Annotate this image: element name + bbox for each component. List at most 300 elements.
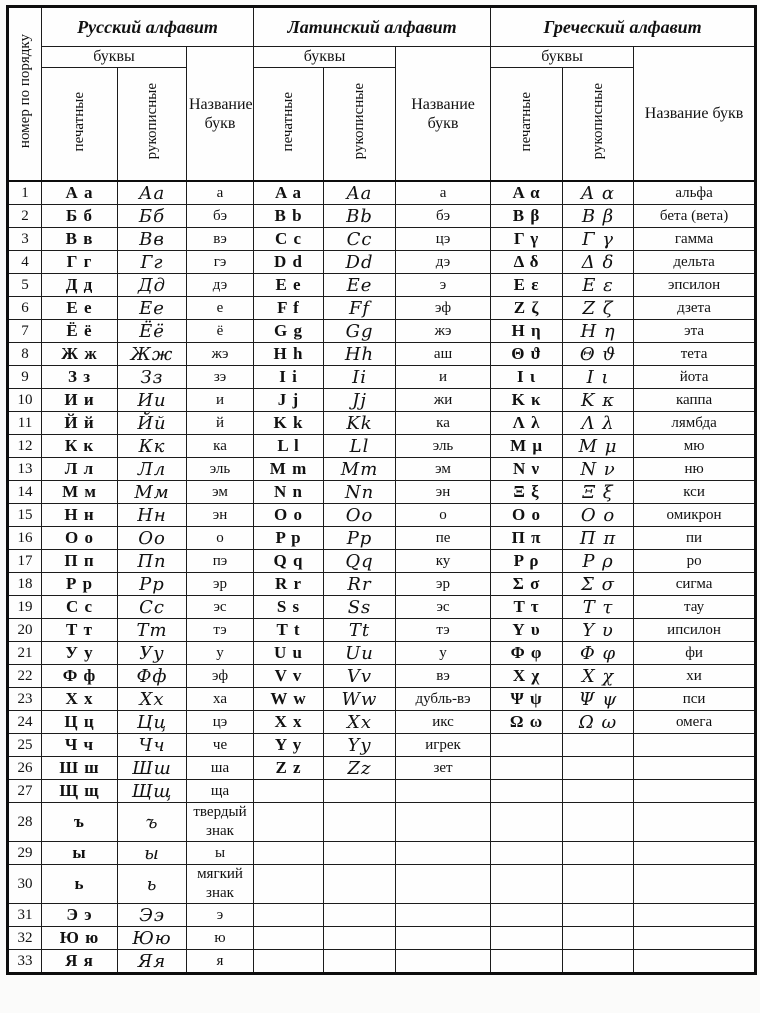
latin-letter-name-cell bbox=[396, 865, 491, 904]
russian-cursive-cell: Вв bbox=[118, 228, 187, 251]
alphabet-row bbox=[8, 803, 756, 842]
latin-printed-cell: A a bbox=[254, 181, 324, 205]
greek-printed-cell bbox=[491, 803, 563, 842]
greek-letter-name-cell bbox=[634, 865, 756, 904]
russian-printed-cell: Щ щ bbox=[42, 780, 118, 803]
greek-printed-cell: Ξ ξ bbox=[491, 481, 563, 504]
alphabet-row bbox=[8, 711, 756, 734]
greek-letter-name-cell bbox=[634, 842, 756, 865]
greek-letter-name-cell: пси bbox=[634, 688, 756, 711]
row-number-cell: 29 bbox=[8, 842, 42, 865]
greek-cursive-cell: Σ σ bbox=[563, 573, 634, 596]
latin-printed-cell: G g bbox=[254, 320, 324, 343]
alphabet-row bbox=[8, 904, 756, 927]
latin-printed-cell: X x bbox=[254, 711, 324, 734]
greek-printed-cell: Π π bbox=[491, 527, 563, 550]
greek-cursive-cell bbox=[563, 803, 634, 842]
russian-cursive-cell: Яя bbox=[118, 950, 187, 974]
greek-letter-name-cell: хи bbox=[634, 665, 756, 688]
russian-printed-header-label: печатные bbox=[71, 91, 87, 152]
russian-letter-name-cell: ю bbox=[187, 927, 254, 950]
row-number-cell: 5 bbox=[8, 274, 42, 297]
greek-letter-name-cell: мю bbox=[634, 435, 756, 458]
russian-cursive-cell: Ёё bbox=[118, 320, 187, 343]
russian-letter-name-cell: эс bbox=[187, 596, 254, 619]
latin-letter-name-cell: бэ bbox=[396, 205, 491, 228]
greek-printed-cell: Μ μ bbox=[491, 435, 563, 458]
russian-printed-cell: В в bbox=[42, 228, 118, 251]
russian-letter-name-cell: е bbox=[187, 297, 254, 320]
russian-printed-cell: Г г bbox=[42, 251, 118, 274]
latin-printed-header-label: печатные bbox=[280, 91, 297, 152]
russian-cursive-cell: Уу bbox=[118, 642, 187, 665]
latin-printed-cell: U u bbox=[254, 642, 324, 665]
latin-printed-cell: H h bbox=[254, 343, 324, 366]
alphabet-row bbox=[8, 927, 756, 950]
row-number-cell: 15 bbox=[8, 504, 42, 527]
row-number-cell: 4 bbox=[8, 251, 42, 274]
greek-cursive-cell bbox=[563, 734, 634, 757]
greek-cursive-cell: Τ τ bbox=[563, 596, 634, 619]
alphabet-row bbox=[8, 435, 756, 458]
russian-printed-cell: Н н bbox=[42, 504, 118, 527]
row-number-cell: 27 bbox=[8, 780, 42, 803]
latin-printed-cell: C c bbox=[254, 228, 324, 251]
latin-letter-name-cell: у bbox=[396, 642, 491, 665]
latin-printed-cell: D d bbox=[254, 251, 324, 274]
russian-printed-cell: Б б bbox=[42, 205, 118, 228]
alphabet-row bbox=[8, 297, 756, 320]
russian-cursive-header-label: рукописные bbox=[143, 83, 160, 160]
latin-letter-name-cell: дэ bbox=[396, 251, 491, 274]
russian-cursive-cell: Йй bbox=[118, 412, 187, 435]
russian-letter-name-cell: эль bbox=[187, 458, 254, 481]
latin-cursive-cell: Nn bbox=[324, 481, 396, 504]
alphabet-row bbox=[8, 366, 756, 389]
russian-printed-cell: Х х bbox=[42, 688, 118, 711]
greek-cursive-cell: Ω ω bbox=[563, 711, 634, 734]
russian-cursive-cell: Лл bbox=[118, 458, 187, 481]
latin-cursive-cell: Tt bbox=[324, 619, 396, 642]
alphabet-row bbox=[8, 642, 756, 665]
greek-printed-cell: Λ λ bbox=[491, 412, 563, 435]
alphabet-row bbox=[8, 950, 756, 974]
russian-letter-name-cell: о bbox=[187, 527, 254, 550]
greek-letter-name-cell bbox=[634, 927, 756, 950]
russian-cursive-cell: Аа bbox=[118, 181, 187, 205]
russian-printed-cell: А а bbox=[42, 181, 118, 205]
russian-printed-cell: Й й bbox=[42, 412, 118, 435]
greek-printed-cell: Υ υ bbox=[491, 619, 563, 642]
greek-letter-name-cell: эта bbox=[634, 320, 756, 343]
alphabet-row bbox=[8, 550, 756, 573]
russian-cursive-cell: Кк bbox=[118, 435, 187, 458]
russian-name-header: Название букв bbox=[187, 47, 254, 182]
alphabet-row bbox=[8, 596, 756, 619]
russian-cursive-cell: Щщ bbox=[118, 780, 187, 803]
alphabet-row bbox=[8, 734, 756, 757]
greek-cursive-cell: Λ λ bbox=[563, 412, 634, 435]
greek-alphabet-title: Греческий алфавит bbox=[491, 7, 756, 47]
row-number-cell: 21 bbox=[8, 642, 42, 665]
greek-cursive-cell: Θ ϑ bbox=[563, 343, 634, 366]
greek-letter-name-cell: ро bbox=[634, 550, 756, 573]
latin-letters-header: буквы bbox=[254, 47, 396, 68]
latin-printed-cell: E e bbox=[254, 274, 324, 297]
russian-cursive-cell: Чч bbox=[118, 734, 187, 757]
greek-cursive-cell: Α α bbox=[563, 181, 634, 205]
latin-cursive-cell: Ss bbox=[324, 596, 396, 619]
latin-letter-name-cell: эс bbox=[396, 596, 491, 619]
alphabet-row bbox=[8, 504, 756, 527]
alphabet-row bbox=[8, 688, 756, 711]
latin-printed-cell: I i bbox=[254, 366, 324, 389]
row-number-cell: 16 bbox=[8, 527, 42, 550]
russian-printed-cell: К к bbox=[42, 435, 118, 458]
alphabet-row bbox=[8, 842, 756, 865]
alphabet-row bbox=[8, 665, 756, 688]
latin-printed-cell bbox=[254, 803, 324, 842]
latin-cursive-cell: Vv bbox=[324, 665, 396, 688]
latin-cursive-cell: Hh bbox=[324, 343, 396, 366]
greek-letter-name-cell: эпсилон bbox=[634, 274, 756, 297]
latin-cursive-cell: Kk bbox=[324, 412, 396, 435]
latin-printed-cell: F f bbox=[254, 297, 324, 320]
russian-letter-name-cell: че bbox=[187, 734, 254, 757]
greek-letter-name-cell bbox=[634, 904, 756, 927]
latin-name-header: Название букв bbox=[396, 47, 491, 182]
greek-printed-cell: Ν ν bbox=[491, 458, 563, 481]
greek-cursive-cell: Δ δ bbox=[563, 251, 634, 274]
russian-printed-cell: П п bbox=[42, 550, 118, 573]
latin-letter-name-cell: аш bbox=[396, 343, 491, 366]
latin-printed-cell: M m bbox=[254, 458, 324, 481]
latin-letter-name-cell: эр bbox=[396, 573, 491, 596]
row-number-cell: 23 bbox=[8, 688, 42, 711]
latin-letter-name-cell: цэ bbox=[396, 228, 491, 251]
alphabet-row bbox=[8, 343, 756, 366]
greek-letter-name-cell: омега bbox=[634, 711, 756, 734]
russian-printed-header bbox=[42, 68, 118, 182]
greek-letter-name-cell: ню bbox=[634, 458, 756, 481]
latin-letter-name-cell bbox=[396, 842, 491, 865]
latin-cursive-cell bbox=[324, 865, 396, 904]
russian-cursive-cell: Жж bbox=[118, 343, 187, 366]
russian-cursive-header bbox=[118, 68, 187, 182]
russian-letter-name-cell: ха bbox=[187, 688, 254, 711]
greek-printed-cell bbox=[491, 757, 563, 780]
greek-letter-name-cell: тета bbox=[634, 343, 756, 366]
latin-cursive-cell: Zz bbox=[324, 757, 396, 780]
greek-letter-name-cell bbox=[634, 780, 756, 803]
table-header bbox=[8, 7, 756, 182]
russian-cursive-cell: Мм bbox=[118, 481, 187, 504]
latin-cursive-cell: Rr bbox=[324, 573, 396, 596]
greek-printed-cell: Ψ ψ bbox=[491, 688, 563, 711]
russian-cursive-cell: Шш bbox=[118, 757, 187, 780]
russian-printed-cell: Е е bbox=[42, 297, 118, 320]
greek-printed-cell bbox=[491, 842, 563, 865]
latin-printed-cell: R r bbox=[254, 573, 324, 596]
greek-printed-cell bbox=[491, 865, 563, 904]
greek-letter-name-cell: дзета bbox=[634, 297, 756, 320]
russian-cursive-cell: Фф bbox=[118, 665, 187, 688]
greek-printed-cell: Ε ε bbox=[491, 274, 563, 297]
russian-cursive-cell: Ии bbox=[118, 389, 187, 412]
russian-printed-cell: Я я bbox=[42, 950, 118, 974]
latin-printed-header bbox=[254, 68, 324, 182]
alphabet-row bbox=[8, 181, 756, 205]
latin-letter-name-cell: э bbox=[396, 274, 491, 297]
latin-cursive-header-label: рукописные bbox=[351, 83, 368, 160]
russian-printed-cell: Э э bbox=[42, 904, 118, 927]
greek-printed-cell bbox=[491, 780, 563, 803]
russian-letter-name-cell: ша bbox=[187, 757, 254, 780]
latin-cursive-cell bbox=[324, 780, 396, 803]
greek-letter-name-cell: альфа bbox=[634, 181, 756, 205]
russian-letter-name-cell: и bbox=[187, 389, 254, 412]
latin-letter-name-cell: жи bbox=[396, 389, 491, 412]
russian-cursive-cell: Цц bbox=[118, 711, 187, 734]
russian-cursive-cell: Гг bbox=[118, 251, 187, 274]
greek-letter-name-cell: омикрон bbox=[634, 504, 756, 527]
greek-printed-cell: Α α bbox=[491, 181, 563, 205]
russian-cursive-cell: Рр bbox=[118, 573, 187, 596]
greek-printed-cell: Ρ ρ bbox=[491, 550, 563, 573]
greek-letter-name-cell: каппа bbox=[634, 389, 756, 412]
greek-cursive-header bbox=[563, 68, 634, 182]
latin-cursive-cell bbox=[324, 803, 396, 842]
greek-cursive-cell bbox=[563, 757, 634, 780]
row-number-cell: 14 bbox=[8, 481, 42, 504]
russian-cursive-cell: Ээ bbox=[118, 904, 187, 927]
greek-letter-name-cell: дельта bbox=[634, 251, 756, 274]
russian-cursive-cell: Хх bbox=[118, 688, 187, 711]
russian-letter-name-cell: й bbox=[187, 412, 254, 435]
latin-letter-name-cell bbox=[396, 950, 491, 974]
greek-letter-name-cell: сигма bbox=[634, 573, 756, 596]
russian-letter-name-cell: гэ bbox=[187, 251, 254, 274]
row-number-cell: 24 bbox=[8, 711, 42, 734]
row-number-cell: 6 bbox=[8, 297, 42, 320]
latin-printed-cell: N n bbox=[254, 481, 324, 504]
alphabet-row bbox=[8, 458, 756, 481]
latin-letter-name-cell bbox=[396, 803, 491, 842]
greek-printed-cell: Ω ω bbox=[491, 711, 563, 734]
latin-cursive-cell: Aa bbox=[324, 181, 396, 205]
latin-printed-cell: P p bbox=[254, 527, 324, 550]
row-number-cell: 11 bbox=[8, 412, 42, 435]
russian-letter-name-cell: бэ bbox=[187, 205, 254, 228]
russian-letter-name-cell: а bbox=[187, 181, 254, 205]
alphabet-comparison-table bbox=[6, 5, 757, 975]
russian-printed-cell: Ж ж bbox=[42, 343, 118, 366]
greek-printed-cell: Ι ι bbox=[491, 366, 563, 389]
latin-cursive-cell bbox=[324, 927, 396, 950]
greek-cursive-cell: Ι ι bbox=[563, 366, 634, 389]
latin-cursive-cell: Jj bbox=[324, 389, 396, 412]
latin-cursive-cell: Pp bbox=[324, 527, 396, 550]
russian-printed-cell: Ф ф bbox=[42, 665, 118, 688]
latin-printed-cell bbox=[254, 780, 324, 803]
russian-printed-cell: З з bbox=[42, 366, 118, 389]
row-number-cell: 1 bbox=[8, 181, 42, 205]
row-number-cell: 30 bbox=[8, 865, 42, 904]
russian-alphabet-title: Русский алфавит bbox=[42, 7, 254, 47]
greek-cursive-cell bbox=[563, 865, 634, 904]
latin-cursive-cell bbox=[324, 842, 396, 865]
latin-printed-cell: J j bbox=[254, 389, 324, 412]
latin-printed-cell: T t bbox=[254, 619, 324, 642]
latin-cursive-cell: Ff bbox=[324, 297, 396, 320]
row-number-cell: 9 bbox=[8, 366, 42, 389]
greek-printed-cell: Τ τ bbox=[491, 596, 563, 619]
alphabet-row bbox=[8, 481, 756, 504]
greek-letter-name-cell: тау bbox=[634, 596, 756, 619]
latin-printed-cell: Y y bbox=[254, 734, 324, 757]
greek-cursive-cell: Ν ν bbox=[563, 458, 634, 481]
latin-letter-name-cell: дубль-вэ bbox=[396, 688, 491, 711]
greek-letter-name-cell bbox=[634, 950, 756, 974]
row-number-cell: 13 bbox=[8, 458, 42, 481]
russian-letter-name-cell: у bbox=[187, 642, 254, 665]
russian-cursive-cell: Ее bbox=[118, 297, 187, 320]
greek-name-header: Название букв bbox=[634, 47, 756, 182]
russian-letter-name-cell: эн bbox=[187, 504, 254, 527]
greek-cursive-cell bbox=[563, 842, 634, 865]
greek-printed-cell: Δ δ bbox=[491, 251, 563, 274]
latin-cursive-cell: Ee bbox=[324, 274, 396, 297]
latin-letter-name-cell bbox=[396, 904, 491, 927]
russian-cursive-cell: Юю bbox=[118, 927, 187, 950]
russian-letter-name-cell: мягкий знак bbox=[187, 865, 254, 904]
row-number-cell: 20 bbox=[8, 619, 42, 642]
latin-printed-cell: L l bbox=[254, 435, 324, 458]
russian-printed-cell: О о bbox=[42, 527, 118, 550]
alphabet-row bbox=[8, 527, 756, 550]
row-number-cell: 7 bbox=[8, 320, 42, 343]
latin-cursive-cell: Uu bbox=[324, 642, 396, 665]
row-number-cell: 26 bbox=[8, 757, 42, 780]
russian-printed-cell: Р р bbox=[42, 573, 118, 596]
latin-cursive-header bbox=[324, 68, 396, 182]
russian-printed-cell: Ч ч bbox=[42, 734, 118, 757]
greek-cursive-cell: Ρ ρ bbox=[563, 550, 634, 573]
russian-letter-name-cell: зэ bbox=[187, 366, 254, 389]
latin-letter-name-cell: ка bbox=[396, 412, 491, 435]
russian-letter-name-cell: дэ bbox=[187, 274, 254, 297]
russian-printed-cell: Л л bbox=[42, 458, 118, 481]
russian-printed-cell: Ё ё bbox=[42, 320, 118, 343]
latin-printed-cell: K k bbox=[254, 412, 324, 435]
greek-cursive-cell: Μ μ bbox=[563, 435, 634, 458]
alphabet-row bbox=[8, 205, 756, 228]
row-number-cell: 28 bbox=[8, 803, 42, 842]
greek-printed-cell: Κ κ bbox=[491, 389, 563, 412]
russian-printed-cell: Т т bbox=[42, 619, 118, 642]
latin-letter-name-cell: эн bbox=[396, 481, 491, 504]
latin-letter-name-cell: жэ bbox=[396, 320, 491, 343]
greek-letter-name-cell: лямбда bbox=[634, 412, 756, 435]
row-number-cell: 22 bbox=[8, 665, 42, 688]
greek-cursive-cell: Κ κ bbox=[563, 389, 634, 412]
latin-printed-cell: Q q bbox=[254, 550, 324, 573]
greek-letter-name-cell: пи bbox=[634, 527, 756, 550]
russian-cursive-cell: Сс bbox=[118, 596, 187, 619]
latin-printed-cell bbox=[254, 904, 324, 927]
latin-cursive-cell: Ii bbox=[324, 366, 396, 389]
russian-cursive-cell: Оо bbox=[118, 527, 187, 550]
latin-cursive-cell: Qq bbox=[324, 550, 396, 573]
alphabet-row bbox=[8, 274, 756, 297]
latin-alphabet-title: Латинский алфавит bbox=[254, 7, 491, 47]
greek-letter-name-cell: ипсилон bbox=[634, 619, 756, 642]
table-body bbox=[8, 181, 756, 974]
latin-letter-name-cell: икс bbox=[396, 711, 491, 734]
latin-letter-name-cell: ку bbox=[396, 550, 491, 573]
row-number-cell: 32 bbox=[8, 927, 42, 950]
row-number-cell: 33 bbox=[8, 950, 42, 974]
row-number-cell: 31 bbox=[8, 904, 42, 927]
russian-printed-cell: ы bbox=[42, 842, 118, 865]
greek-letter-name-cell: фи bbox=[634, 642, 756, 665]
russian-letter-name-cell: ё bbox=[187, 320, 254, 343]
latin-printed-cell: S s bbox=[254, 596, 324, 619]
greek-cursive-cell: Ψ ψ bbox=[563, 688, 634, 711]
row-number-cell: 17 bbox=[8, 550, 42, 573]
row-number-header-label: номер по порядку bbox=[16, 34, 33, 149]
greek-printed-header bbox=[491, 68, 563, 182]
greek-printed-cell bbox=[491, 950, 563, 974]
latin-cursive-cell: Yy bbox=[324, 734, 396, 757]
greek-letter-name-cell: кси bbox=[634, 481, 756, 504]
russian-printed-cell: С с bbox=[42, 596, 118, 619]
row-number-cell: 10 bbox=[8, 389, 42, 412]
greek-printed-cell: Θ ϑ bbox=[491, 343, 563, 366]
greek-printed-cell: Β β bbox=[491, 205, 563, 228]
latin-letter-name-cell: и bbox=[396, 366, 491, 389]
russian-printed-cell: У у bbox=[42, 642, 118, 665]
russian-cursive-cell: Бб bbox=[118, 205, 187, 228]
latin-printed-cell bbox=[254, 865, 324, 904]
latin-printed-cell: Z z bbox=[254, 757, 324, 780]
greek-letter-name-cell: йота bbox=[634, 366, 756, 389]
greek-printed-cell bbox=[491, 904, 563, 927]
greek-printed-cell: Ζ ζ bbox=[491, 297, 563, 320]
greek-printed-cell: Χ χ bbox=[491, 665, 563, 688]
latin-letter-name-cell: игрек bbox=[396, 734, 491, 757]
russian-letter-name-cell: тэ bbox=[187, 619, 254, 642]
russian-cursive-cell: Дд bbox=[118, 274, 187, 297]
row-number-cell: 25 bbox=[8, 734, 42, 757]
latin-letter-name-cell: пе bbox=[396, 527, 491, 550]
alphabet-row bbox=[8, 780, 756, 803]
russian-letter-name-cell: цэ bbox=[187, 711, 254, 734]
greek-printed-header-label: печатные bbox=[518, 91, 535, 152]
greek-cursive-header-label: рукописные bbox=[589, 83, 606, 160]
greek-printed-cell: Ο ο bbox=[491, 504, 563, 527]
alphabet-row bbox=[8, 320, 756, 343]
latin-letter-name-cell: о bbox=[396, 504, 491, 527]
alphabet-row bbox=[8, 757, 756, 780]
russian-letter-name-cell: ка bbox=[187, 435, 254, 458]
row-number-cell: 3 bbox=[8, 228, 42, 251]
russian-printed-cell: ь bbox=[42, 865, 118, 904]
russian-cursive-cell: ы bbox=[118, 842, 187, 865]
greek-cursive-cell: Ζ ζ bbox=[563, 297, 634, 320]
greek-cursive-cell: Γ γ bbox=[563, 228, 634, 251]
greek-printed-cell bbox=[491, 734, 563, 757]
